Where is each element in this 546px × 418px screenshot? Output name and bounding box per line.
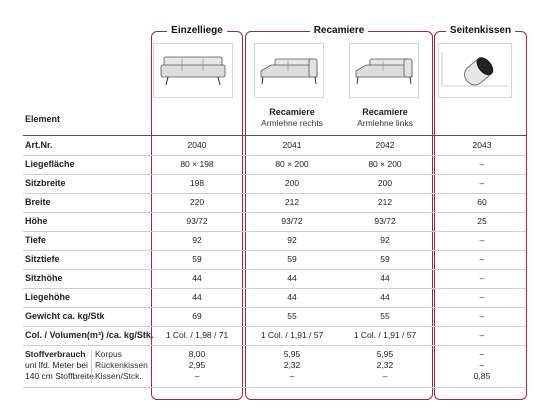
stoff-label-block xyxy=(25,349,94,382)
table-cell: 44 xyxy=(380,292,390,302)
recamiere-right-title: Recamiere xyxy=(269,107,315,117)
row-label: Tiefe xyxy=(25,235,46,245)
table-cell: 1 Col. / 1,98 / 71 xyxy=(165,330,229,340)
stoff-value: 2,32 xyxy=(376,360,394,370)
stoff-value: – xyxy=(479,360,485,370)
stoff-col-einzelliege xyxy=(152,349,242,382)
table-cell: 200 xyxy=(284,178,300,188)
stoff-title: Stoffverbrauch xyxy=(25,349,86,359)
einzelliege-image xyxy=(153,43,233,98)
recamiere-title: Recamiere xyxy=(310,25,369,36)
table-cell: 2040 xyxy=(187,140,207,150)
recamiere-left-title: Recamiere xyxy=(362,107,408,117)
table-cell: 220 xyxy=(189,197,205,207)
table-row xyxy=(0,174,546,193)
table-row xyxy=(0,231,546,250)
table-cell: – xyxy=(479,254,485,264)
recamiere-left-subtitle: Armlehne links xyxy=(357,118,413,128)
table-row xyxy=(0,136,546,155)
table-cell: 212 xyxy=(377,197,393,207)
table-cell: 59 xyxy=(380,254,390,264)
table-cell: 55 xyxy=(287,311,297,321)
seitenkissen-title: Seitenkissen xyxy=(446,25,515,36)
table-row xyxy=(0,155,546,174)
table-row xyxy=(0,269,546,288)
table-cell: 44 xyxy=(192,292,202,302)
table-cell: 60 xyxy=(477,197,487,207)
sofa-icon xyxy=(158,51,228,91)
table-cell: 2041 xyxy=(282,140,302,150)
table-cell: 1 Col. / 1,91 / 57 xyxy=(260,330,324,340)
einzelliege-title: Einzelliege xyxy=(167,25,227,36)
row-label: Sitzhöhe xyxy=(25,273,63,283)
element-header: Element xyxy=(25,114,61,124)
table-cell: 200 xyxy=(377,178,393,188)
row-label: Breite xyxy=(25,197,51,207)
table-row xyxy=(0,250,546,269)
stoff-sub3: Kissen/Stck. xyxy=(95,371,142,381)
table-cell: 92 xyxy=(192,235,202,245)
recamiere-right-image xyxy=(254,43,324,98)
cushion-icon xyxy=(440,46,510,96)
table-cell: 44 xyxy=(380,273,390,283)
stoff-line3: 140 cm Stoffbreite xyxy=(25,371,94,381)
table-cell: 2042 xyxy=(375,140,395,150)
table-cell: 44 xyxy=(287,273,297,283)
recamiere-right-icon xyxy=(257,51,321,91)
table-cell: 92 xyxy=(287,235,297,245)
stoff-separator xyxy=(91,350,92,383)
table-cell: – xyxy=(479,273,485,283)
table-cell: – xyxy=(479,311,485,321)
table-cell: – xyxy=(479,235,485,245)
stoff-top-rule xyxy=(23,345,526,346)
stoff-sub-labels xyxy=(95,349,148,382)
table-cell: 59 xyxy=(287,254,297,264)
table-cell: – xyxy=(479,330,485,340)
stoff-col-seitenkissen xyxy=(437,349,527,382)
row-label: Liegehöhe xyxy=(25,292,71,302)
table-cell: 69 xyxy=(192,311,202,321)
stoff-value: 2,32 xyxy=(283,360,301,370)
table-cell: 212 xyxy=(284,197,300,207)
table-cell: 80 × 200 xyxy=(275,159,309,169)
stoff-value: 5,95 xyxy=(283,349,301,359)
table-row xyxy=(0,288,546,307)
table-cell: 44 xyxy=(287,292,297,302)
stoff-bottom-rule xyxy=(23,387,526,388)
stoff-value: 0,85 xyxy=(473,371,491,381)
row-label: Gewicht ca. kg/Stk xyxy=(25,311,105,321)
table-cell: 1 Col. / 1,91 / 57 xyxy=(353,330,417,340)
row-label: Art.Nr. xyxy=(25,140,53,150)
table-cell: 55 xyxy=(380,311,390,321)
stoff-value: 5,95 xyxy=(376,349,394,359)
recamiere-left-image xyxy=(349,43,419,98)
recamiere-left-heading xyxy=(340,107,430,129)
table-cell: 80 × 198 xyxy=(180,159,214,169)
recamiere-right-heading xyxy=(247,107,337,129)
recamiere-right-subtitle: Armlehne rechts xyxy=(261,118,323,128)
table-cell: – xyxy=(479,178,485,188)
table-cell: – xyxy=(479,292,485,302)
table-cell: 80 × 200 xyxy=(368,159,402,169)
stoff-sub1: Korpus xyxy=(95,349,122,359)
stoff-value: – xyxy=(289,371,295,381)
stoff-value: – xyxy=(194,371,200,381)
table-cell: – xyxy=(479,159,485,169)
stoff-col-recamiere-right xyxy=(247,349,337,382)
table-cell: 92 xyxy=(380,235,390,245)
stoff-value: 8,00 xyxy=(188,349,206,359)
row-label: Liegefläche xyxy=(25,159,75,169)
table-row xyxy=(0,326,546,345)
seitenkissen-image xyxy=(438,43,512,98)
row-label: Col. / Volumen(m³) /ca. kg/Stk. xyxy=(25,330,154,340)
table-row xyxy=(0,193,546,212)
table-cell: 93/72 xyxy=(186,216,208,226)
stoff-value: 2,95 xyxy=(188,360,206,370)
stoff-value: – xyxy=(479,349,485,359)
table-cell: 93/72 xyxy=(281,216,303,226)
table-cell: 25 xyxy=(477,216,487,226)
stoff-value: – xyxy=(382,371,388,381)
table-row xyxy=(0,212,546,231)
stoff-col-recamiere-left xyxy=(340,349,430,382)
table-cell: 2043 xyxy=(472,140,492,150)
stoff-line2: uni lfd. Meter bei xyxy=(25,360,88,370)
stoff-sub2: Rückenkissen xyxy=(95,360,148,370)
recamiere-left-icon xyxy=(352,51,416,91)
table-cell: 44 xyxy=(192,273,202,283)
table-cell: 198 xyxy=(189,178,205,188)
row-label: Sitzbreite xyxy=(25,178,66,188)
table-row xyxy=(0,307,546,326)
row-label: Höhe xyxy=(25,216,48,226)
table-cell: 59 xyxy=(192,254,202,264)
table-cell: 93/72 xyxy=(374,216,396,226)
row-label: Sitztiefe xyxy=(25,254,60,264)
